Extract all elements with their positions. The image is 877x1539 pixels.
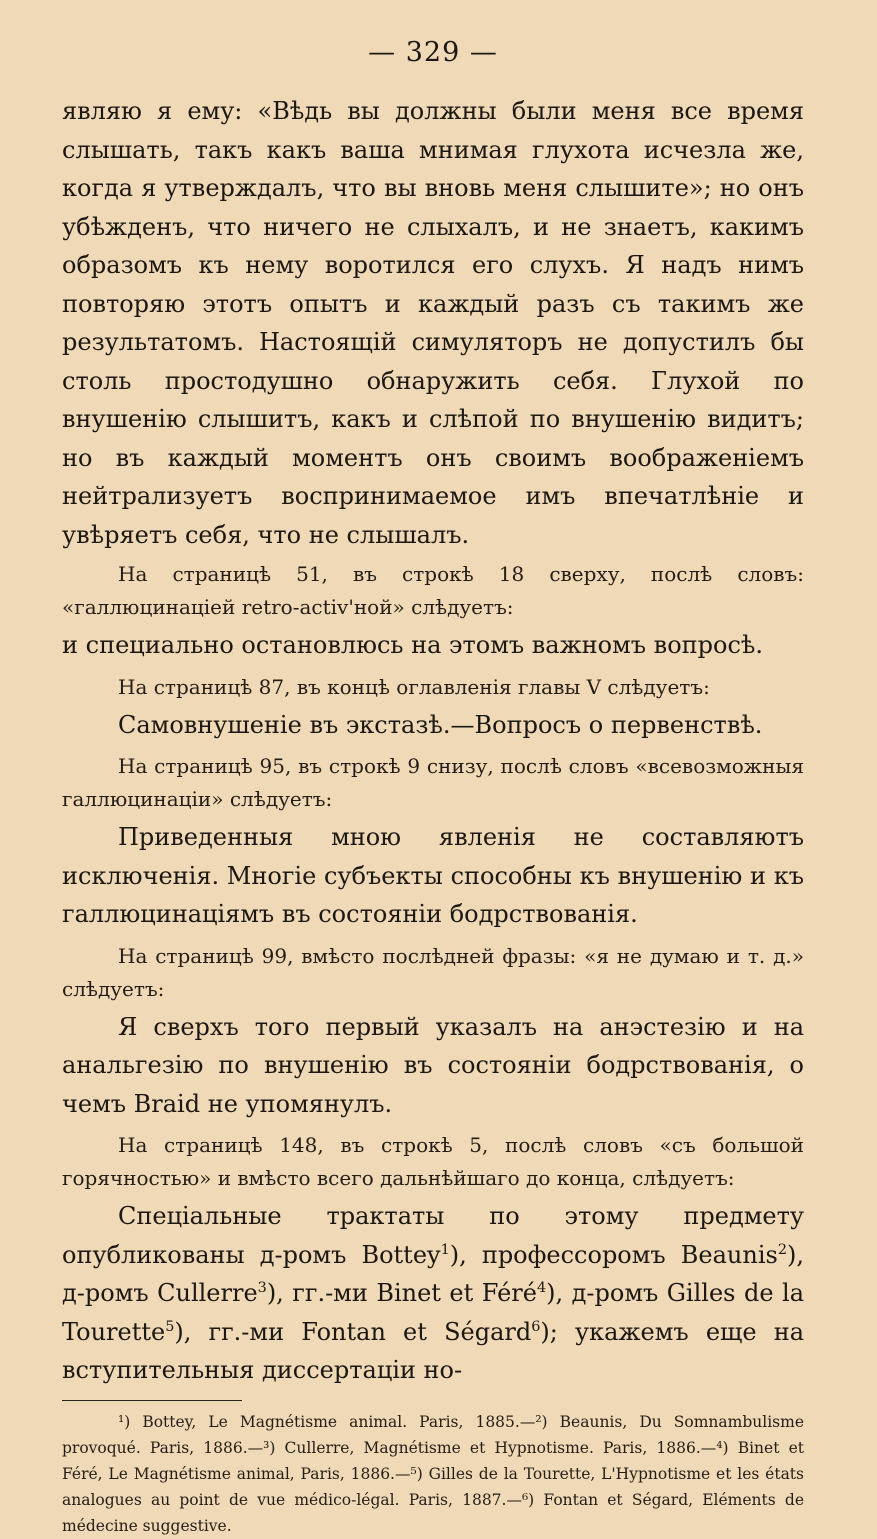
footnote-ref-4: 4 <box>537 1280 547 1296</box>
final-text-part-1: Спеціальные трактаты по этому предмету опубликованы д-ромъ Bottey <box>62 1202 804 1269</box>
final-text-part-3: ), д-ромъ Cullerre <box>62 1240 804 1307</box>
correction-text-4: Я сверхъ того первый указалъ на анэстезію и на анальгезію по внушенію въ состояніи бодрствованія, о чемъ Braid не упомянулъ. <box>62 1012 804 1118</box>
final-text-part-4: ), гг.-ми Binet et Féré <box>266 1279 537 1307</box>
correction-note-5: На страницѣ 148, въ строкѣ 5, послѣ словъ «съ большой горячностью» и вмѣсто всего дальнѣйшаго до конца, слѣдуетъ: <box>62 1133 804 1190</box>
footnote-ref-3: 3 <box>257 1280 267 1296</box>
correction-text-1: и специально остановлюсь на этомъ важномъ вопросѣ. <box>62 631 763 659</box>
correction-text-3: Приведенныя мною явленія не составляютъ исключенія. Многіе субъекты способны къ внушенію и къ галлюцинаціямъ въ состояніи бодрствованія. <box>62 823 804 928</box>
correction-note-2: На страницѣ 87, въ концѣ оглавленія главы V слѣдуетъ: <box>118 674 710 699</box>
correction-text-2: Самовнушеніе въ экстазѣ.—Вопросъ о первенствѣ. <box>118 710 763 739</box>
correction-note-1: На страницѣ 51, въ строкѣ 18 сверху, послѣ словъ: «галлюцинаціей retro-activ'ной» слѣдуетъ: <box>62 562 804 619</box>
footnote-ref-6: 6 <box>531 1318 541 1335</box>
footnote-ref-1: 1 <box>440 1241 450 1258</box>
final-text-part-2: ), профессоромъ Beaunis <box>449 1240 778 1269</box>
correction-note-4: На страницѣ 99, вмѣсто послѣдней фразы: «я не думаю и т. д.» слѣдуетъ: <box>62 943 804 1001</box>
footnotes: ¹) Bottey, Le Magnétisme animal. Paris, 1885.—²) Beaunis, Du Somnambulisme provoqué. Paris, 1886.—³) Cullerre, Magnétisme et Hypnotisme. Paris, 1886.—⁴) Binet et Féré, Le Magnétisme animal, Paris, 1886.—⁵) Gilles de la Tourette, L'Hypnotisme et les états analogues au point de vue médico-légal. Paris, 1887.—⁶) Fontan et Ségard, Eléments de médecine suggestive. <box>62 1412 804 1535</box>
page-number: — 329 — <box>368 37 498 68</box>
footnote-ref-5: 5 <box>165 1318 175 1335</box>
final-text-part-5: ), д-ромъ Gilles de la Tourette <box>62 1279 805 1346</box>
correction-note-3: На страницѣ 95, въ строкѣ 9 снизу, послѣ словъ «всевозможныя галлюцинаціи» слѣдуетъ: <box>62 754 804 811</box>
final-text-part-6: ), гг.-ми Fontan et Ségard <box>174 1317 532 1346</box>
book-page <box>62 28 805 1535</box>
main-paragraph: являю я ему: «Вѣдь вы должны были меня все время слышать, такъ какъ ваша мнимая глухота исчезла же, когда я утверждалъ, что вы вновь меня слышите»; но онъ убѣжденъ, что ничего не слыхалъ, и не знаетъ, какимъ образомъ къ нему воротился его слухъ. Я надъ нимъ повторяю этотъ опытъ и каждый разъ съ такимъ же результатомъ. Настоящій симуляторъ не допустилъ бы столь простодушно обнаружить себя. Глухой по внушенію слышитъ, какъ и слѣпой по внушенію видитъ; но въ каждый моментъ онъ своимъ воображеніемъ нейтрализуетъ воспринимаемое имъ впечатлѣніе и увѣряетъ себя, что не слышалъ. <box>62 97 804 549</box>
footnote-ref-2: 2 <box>777 1241 787 1258</box>
final-text-part-7: ); укажемъ еще на вступительныя диссертаціи но- <box>62 1317 804 1384</box>
footnote-divider <box>62 1400 242 1401</box>
final-paragraph <box>62 1197 804 1390</box>
